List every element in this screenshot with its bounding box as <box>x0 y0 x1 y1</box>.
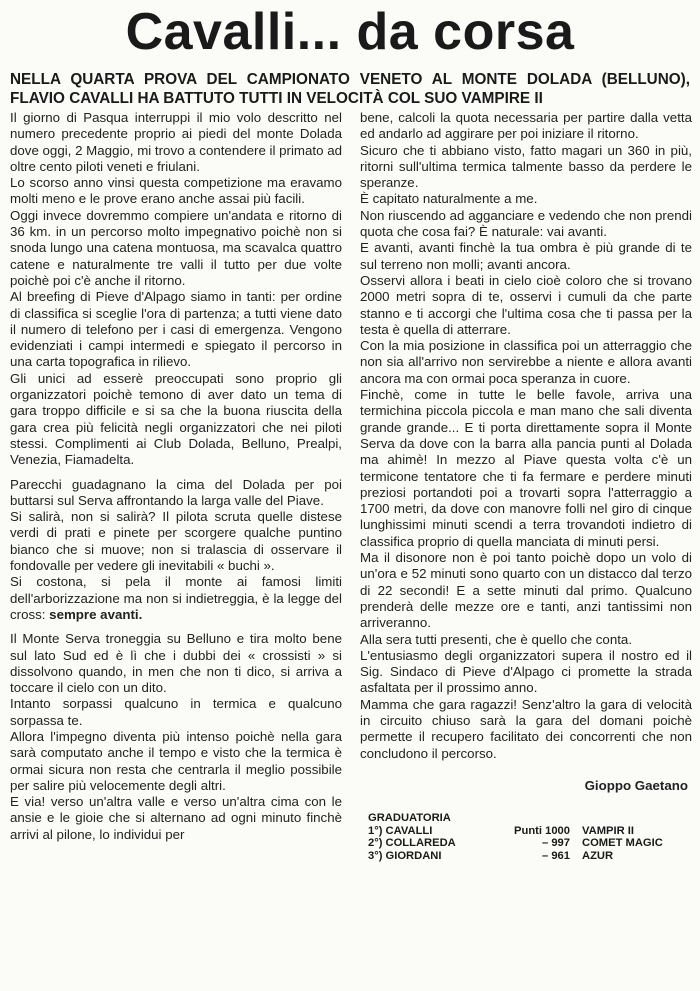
paragraph: Con la mia posizione in classifica poi un atterraggio che non sia all'arrivo non servirebbe a niente e allora avanti ancora ma con ormai poca speranza in cuore. <box>360 338 692 386</box>
right-column <box>360 110 692 862</box>
paragraph: E via! verso un'altra valle e verso un'altra cima con le ansie e le gioie che si alternano ad ogni minuto finchè arrivi al pilone, lo individui per <box>10 794 342 842</box>
paragraph: Sicuro che ti abbiano visto, fatto magari un 360 in più, ritorni sull'ultima termica talmente basso da perdere le speranze. <box>360 142 692 191</box>
paragraph: È capitato naturalmente a me. <box>360 191 538 207</box>
ranking-position: 1°) CAVALLI <box>368 824 433 837</box>
paragraph: Osservi allora i beati in cielo cioè coloro che si trovano 2000 metri sopra di te, osservi i cumuli da che parte stanno e ti accorgi che l'ultima cosa che ti passa per la testa è quella di atterrare. <box>360 272 692 337</box>
sempre-avanti-emphasis: sempre avanti. <box>49 606 143 622</box>
ranking-row <box>360 825 692 838</box>
paragraph: Allora l'impegno diventa più intenso poichè nella gara sarà computato anche il tempo e visto che la termica è ormai sicura non resta che centrarla il meglio possibile per salire più velocemente degli altri. <box>10 728 342 793</box>
ranking-row <box>360 837 692 850</box>
ranking-points: – 961 <box>542 849 570 862</box>
paragraph: Alla sera tutti presenti, che è quello che conta. <box>360 631 633 647</box>
paragraph: Si salirà, non si salirà? Il pilota scruta quelle distese verdi di prati e pinete per scorgere qualche puntino bianco che si muove; non si tralascia di osservare il fondovalle per vedere gli inevitabili « buchi ». <box>10 509 342 574</box>
ranking-aircraft: COMET MAGIC <box>582 837 663 850</box>
ranking-aircraft: AZUR <box>582 849 614 862</box>
paragraph: Ma il disonore non è poi tanto poichè dopo un volo di un'ora e 52 minuti sono quarto con un distacco dal terzo di 22 secondi! E a sette minuti dal primo. Qualcuno prenderà delle mezze ore e tanti, anzi tantissimi non arriveranno. <box>360 550 692 631</box>
article-title: Cavalli... da corsa <box>125 3 575 61</box>
paragraph: Oggi invece dovremmo compiere un'andata e ritorno di 36 km. in un percorso molto impegnativo poichè non si snoda lungo una catena montuosa, ma scavalca quattro catene e naturalmente tre valli il tutto per due volte poichè poi c'è anche il ritorno. <box>10 207 342 288</box>
ranking-points: Punti 1000 <box>514 824 570 837</box>
ranking-table <box>360 812 692 862</box>
ranking-aircraft: VAMPIR II <box>582 824 635 837</box>
ranking-position: 2°) COLLAREDA <box>368 837 456 850</box>
paragraph: Parecchi guadagnano la cima del Dolada per poi buttarsi sul Serva affrontando la larga valle del Piave. <box>10 476 342 508</box>
paragraph-text: Si costona, si pela il monte ai famosi limiti dell'arborizzazione ma non si indietreggia, è la legge del cross: <box>10 574 342 622</box>
paragraph: Non riuscendo ad agganciare e vedendo che non prendi quota che cosa fai? È naturale: vai avanti. <box>360 207 692 240</box>
author-signature: Gioppo Gaetano <box>584 777 688 793</box>
paragraph: Al breefing di Pieve d'Alpago siamo in tanti: per ordine di classifica si sceglie l'ora di partenza; a tutti viene dato il numero di telefono per i casi di emergenza. Vengono evidenziati i campi intermedi e spiegato il percorso in una carta topografica in rilievo. <box>10 289 342 370</box>
paragraph: Il giorno di Pasqua interruppi il mio volo descritto nel numero precedente proprio ai piedi del monte Dolada dove oggi, 2 Maggio, mi trovo a contendere il primato ad oltre cento piloti veneti e friulani. <box>10 110 342 174</box>
paragraph: Intanto sorpassi qualcuno in termica e qualcuno sorpassa te. <box>10 696 342 728</box>
paragraph: E avanti, avanti finchè la tua ombra è più grande di te sul terreno non molli; avanti ancora. <box>360 240 692 272</box>
paragraph: Gli unici ad esserè preoccupati sono proprio gli organizzatori poichè temono di aver dato un tema di gara troppo difficile e si sa che la buona riuscita della gara crea più felicità negli organizzatori che nei piloti stessi. Complimenti ai Club Dolada, Belluno, Prealpi, Venezia, Fiamadelta. <box>10 370 342 468</box>
ranking-heading: GRADUATORIA <box>368 812 451 825</box>
left-column <box>10 110 342 843</box>
paragraph: Mamma che gara ragazzi! Senz'altro la gara di velocità in circuito chiuso sarà la gara del domani poichè permette il recupero facilitato dei concorrenti che non concludono il percorso. <box>360 696 692 761</box>
ranking-row <box>360 850 692 863</box>
article-subtitle: NELLA QUARTA PROVA DEL CAMPIONATO VENETO AL MONTE DOLADA (BELLUNO), FLAVIO CAVALLI HA BATTUTO TUTTI IN VELOCITÀ COL SUO VAMPIRE II <box>10 71 690 107</box>
ranking-position: 3°) GIORDANI <box>368 849 442 862</box>
paragraph: L'entusiasmo degli organizzatori supera il nostro ed il Sig. Sindaco di Pieve d'Alpago ci promette la strada asfaltata per il prossimo anno. <box>360 647 692 696</box>
paragraph-cross <box>10 574 342 623</box>
paragraph: Il Monte Serva troneggia su Belluno e tira molto bene sul lato Sud ed è lì che i dubbi dei « crossisti » si dissolvono quando, in men che non ti dico, si arriva a toccare il cielo con un dito. <box>10 631 342 696</box>
ranking-points: – 997 <box>542 837 570 850</box>
paragraph: Lo scorso anno vinsi questa competizione ma eravamo molti meno e le prove erano anche assai più facili. <box>10 175 342 207</box>
paragraph: Finchè, come in tutte le belle favole, arriva una termichina piccola piccola e man mano che sali diventa grande grande... E ti porta direttamente sopra il Monte Serva da dove con la barra alla pancia punti al Dolada ma ahimè! In mezzo al Piave questa volta c'è un termicone tentatore che ti fa fermare e perdere minuti preziosi portandoti poi a trovarti sopra l'atterraggio a 1700 metri, da dove con manovre folli nel giro di cinque lunghissimi minuti scendi a terra trovandoti indietro di classifica proprio di quella manciata di minuti persi. <box>360 387 692 549</box>
paragraph: bene, calcoli la quota necessaria per partire dalla vetta ed andarlo ad aggirare per poi iniziare il ritorno. <box>360 110 692 142</box>
